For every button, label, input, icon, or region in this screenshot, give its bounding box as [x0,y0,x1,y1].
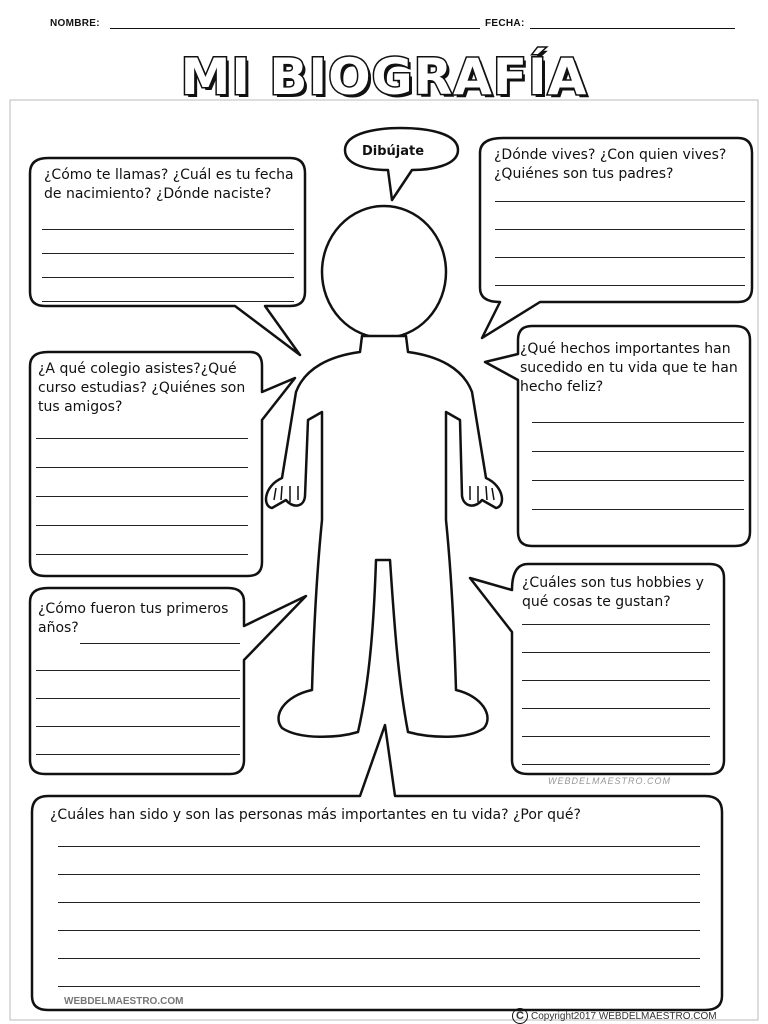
question-first-years: ¿Cómo fueron tus primeros años? [38,601,229,636]
copyright-text: Copyright2017 WEBDELMAESTRO.COM [531,1010,717,1022]
figure-body [266,336,502,737]
question-important-people: ¿Cuáles han sido y son las personas más importantes en tu vida? ¿Por qué? [50,807,581,823]
question-hobbies: ¿Cuáles son tus hobbies y qué cosas te gustan? [522,575,704,610]
center-bubble-label: Dibújate [362,144,425,159]
page-title: MI BIOGRAFÍA [180,48,588,106]
answer-lines-school[interactable] [36,438,248,555]
center-bubble [345,128,458,200]
answer-lines-hobbies[interactable] [522,624,710,765]
answer-line-first-years-1[interactable] [80,643,240,644]
answer-lines-important-people[interactable] [58,846,700,987]
date-label: FECHA: [485,18,525,29]
answer-lines-happy-events[interactable] [532,422,744,510]
copyright-icon: C [512,1008,528,1024]
footer-site: WEBDELMAESTRO.COM [64,996,184,1007]
name-label: NOMBRE: [50,18,100,29]
question-school: ¿A qué colegio asistes?¿Qué curso estudias? ¿Quiénes son tus amigos? [38,361,246,415]
answer-lines-home-parents[interactable] [495,201,745,286]
question-happy-events: ¿Qué hechos importantes han sucedido en tu vida que te han hecho feliz? [520,341,738,395]
center-watermark: WEBDELMAESTRO.COM [548,776,672,786]
question-home-parents: ¿Dónde vives? ¿Con quien vives? ¿Quiénes son tus padres? [494,147,727,182]
footer-copyright [512,1008,717,1024]
answer-lines-first-years[interactable] [36,670,240,755]
figure-head [322,206,446,338]
answer-lines-name-birth[interactable] [42,229,294,302]
question-name-birth: ¿Cómo te llamas? ¿Cuál es tu fecha de nacimiento? ¿Dónde naciste? [44,167,294,202]
